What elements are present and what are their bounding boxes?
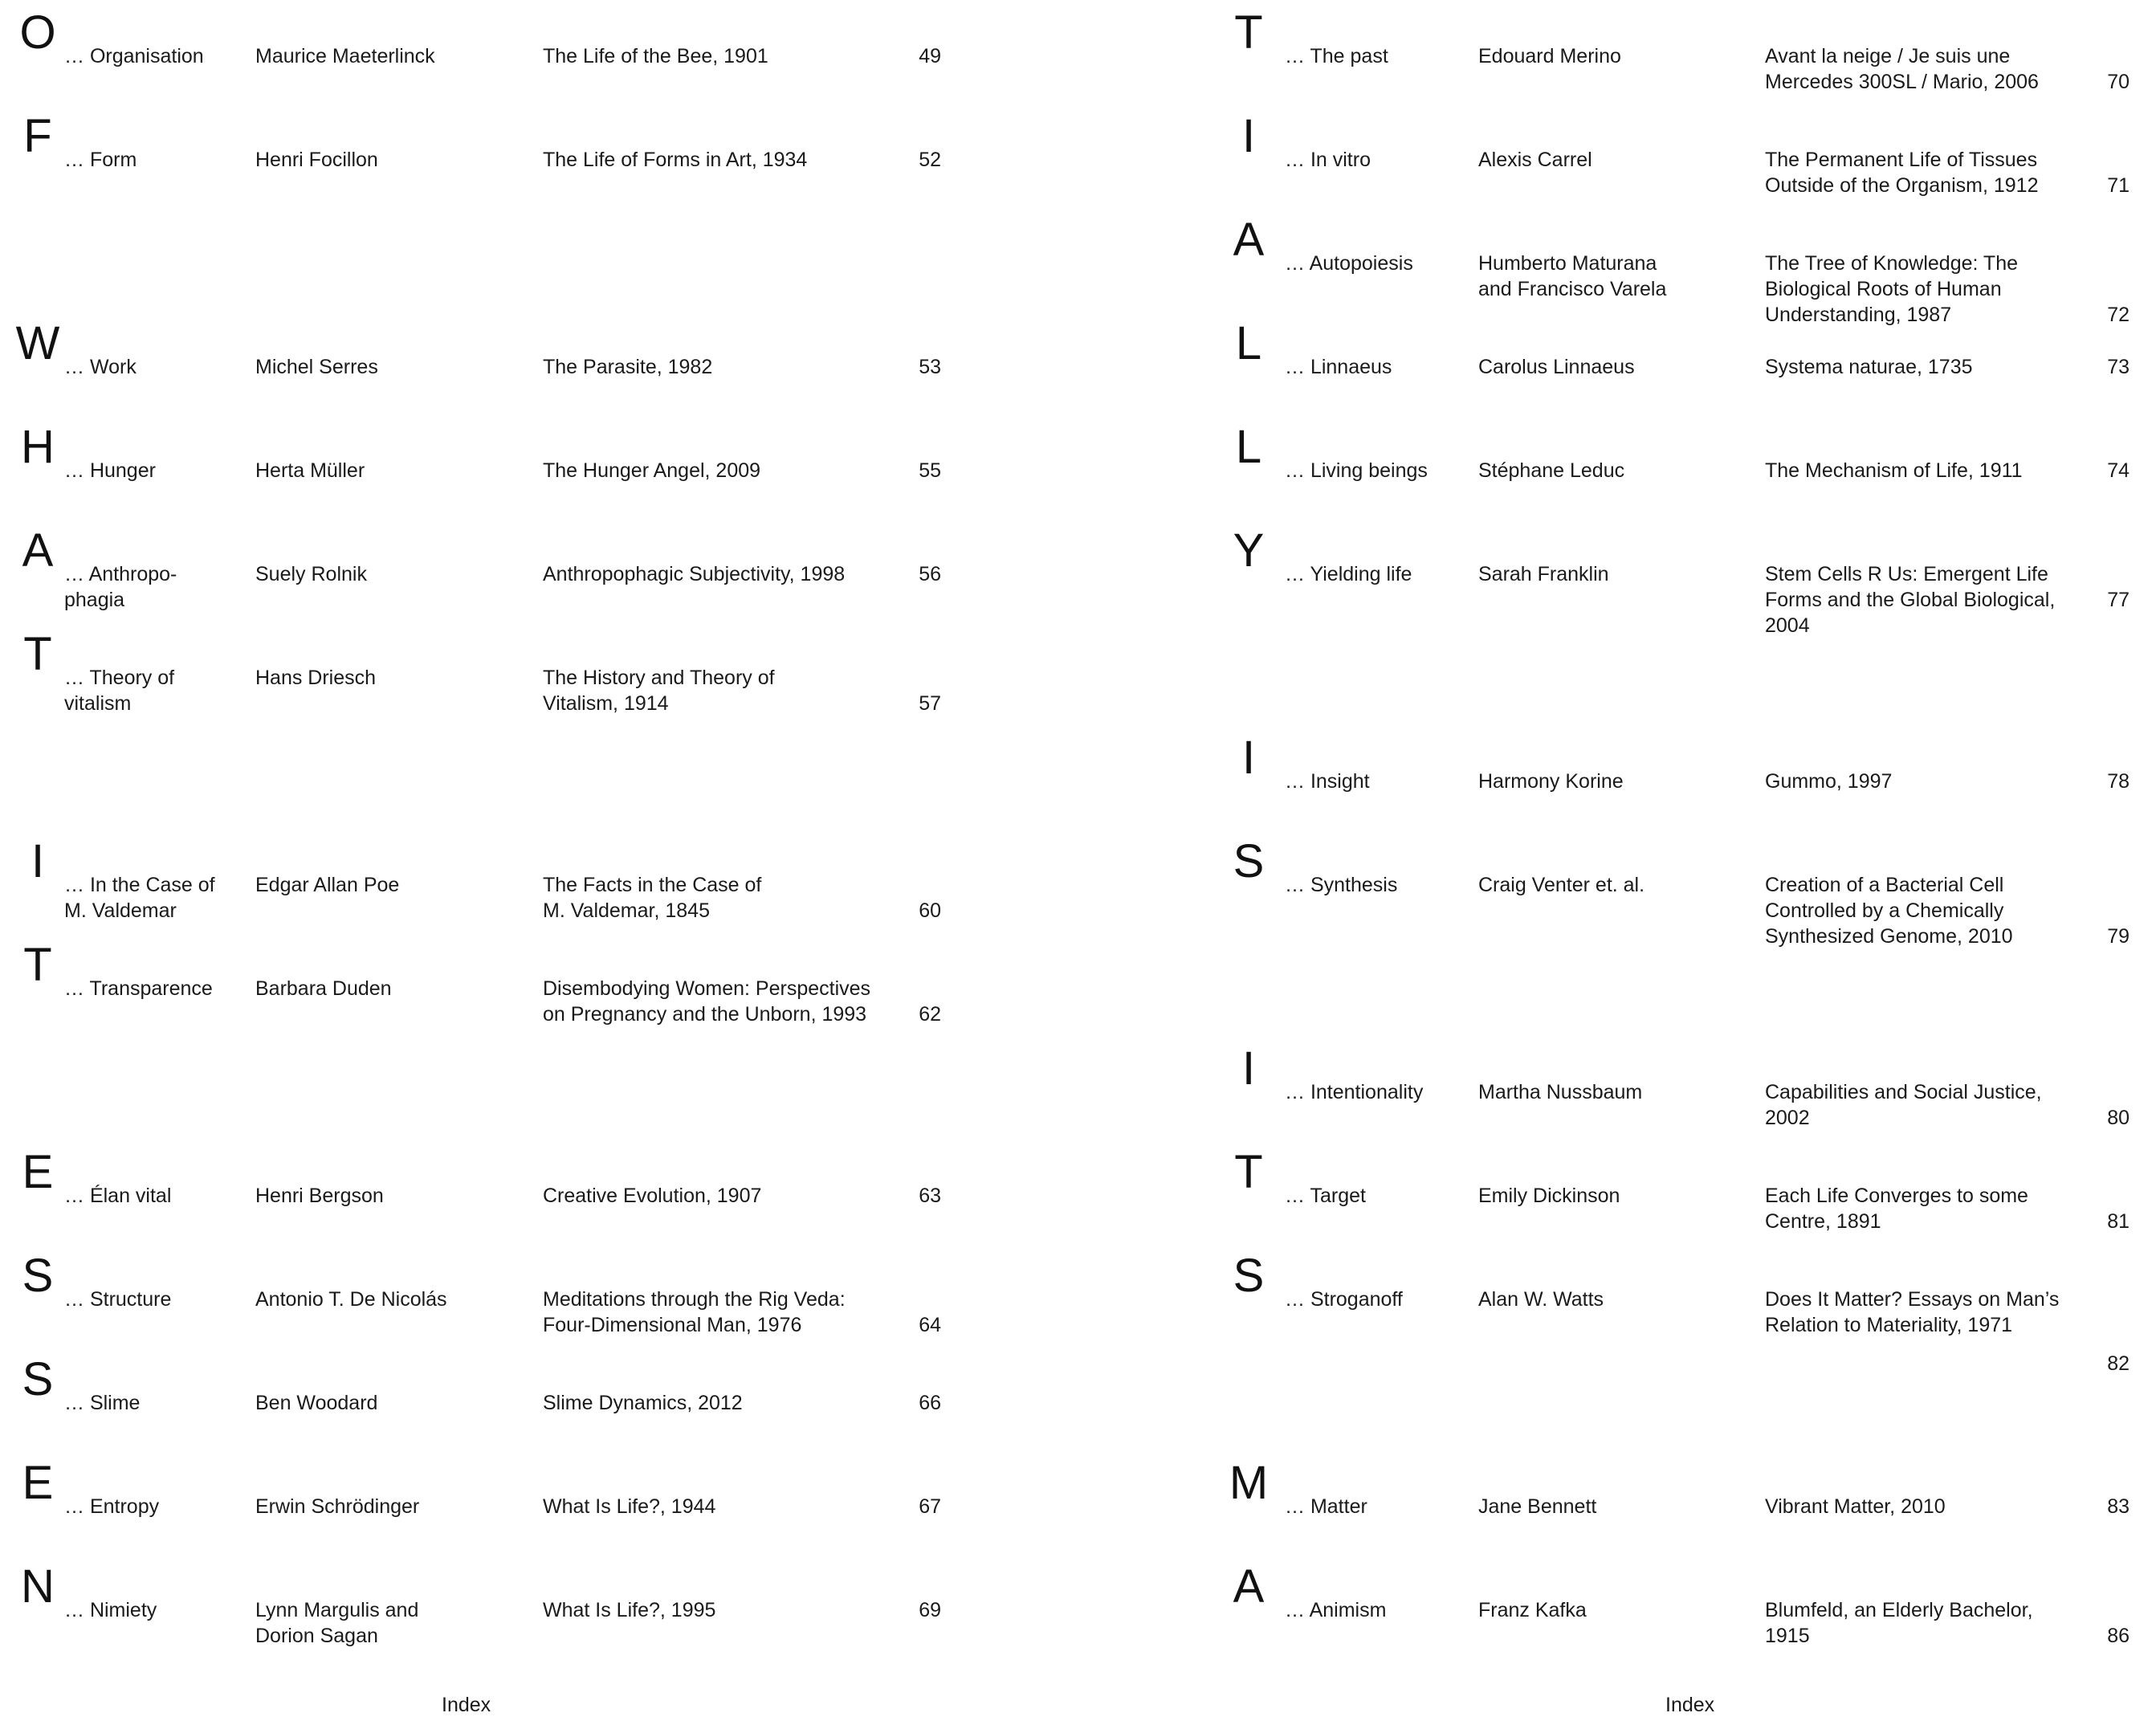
- entry-concept: … Nimiety: [64, 1599, 157, 1621]
- entry-author: Carolus Linnaeus: [1478, 356, 1635, 378]
- entry-author: Edouard Merino: [1478, 45, 1621, 67]
- index-entry: [1078, 732, 2155, 836]
- entry-concept: … Stroganoff: [1285, 1288, 1403, 1311]
- entry-initial: I: [1241, 732, 1256, 784]
- entry-work: Each Life Converges to some Centre, 1891: [1765, 1185, 2028, 1233]
- entry-concept: … Slime: [64, 1392, 141, 1414]
- entry-initial: A: [1233, 1560, 1265, 1613]
- entry-initial: L: [1235, 317, 1262, 369]
- entry-concept: … Insight: [1285, 770, 1370, 793]
- entry-work: The History and Theory of Vitalism, 1914: [543, 667, 775, 715]
- entry-initial: A: [1233, 214, 1265, 266]
- entry-concept: … The past: [1285, 45, 1388, 67]
- entry-page-number: 77: [2107, 589, 2130, 611]
- entry-author: Henri Bergson: [255, 1185, 384, 1207]
- index-entry: [1078, 1146, 2155, 1250]
- entry-author: Henri Focillon: [255, 149, 378, 171]
- entry-page-number: 78: [2107, 770, 2130, 793]
- entry-work: Does It Matter? Essays on Man’s Relation to Materiality, 1971: [1765, 1288, 2060, 1336]
- entry-concept: … Synthesis: [1285, 874, 1398, 896]
- index-entry: [1078, 6, 2155, 111]
- index-entry: [1078, 110, 2155, 214]
- entry-author: Franz Kafka: [1478, 1599, 1587, 1621]
- entry-page-number: 55: [919, 459, 941, 482]
- entry-initial: E: [22, 1457, 54, 1509]
- entry-initial: F: [23, 110, 52, 162]
- entry-work: The Life of Forms in Art, 1934: [543, 149, 808, 171]
- index-entry: [1078, 1560, 2155, 1665]
- page-footer: Index: [442, 1694, 491, 1716]
- entry-work: Capabilities and Social Justice, 2002: [1765, 1081, 2042, 1129]
- entry-author: Sarah Franklin: [1478, 563, 1609, 585]
- index-entry: [0, 421, 1078, 525]
- entry-work: Gummo, 1997: [1765, 770, 1893, 793]
- index-entry: [0, 317, 1078, 422]
- entry-author: Edgar Allan Poe: [255, 874, 400, 896]
- entry-concept: … Theory of vitalism: [64, 667, 175, 715]
- index-entry: [1078, 1457, 2155, 1561]
- entry-author: Maurice Maeterlinck: [255, 45, 435, 67]
- index-entry: [0, 628, 1078, 732]
- entry-concept: … Hunger: [64, 459, 156, 482]
- entry-work: Blumfeld, an Elderly Bachelor, 1915: [1765, 1599, 2033, 1647]
- entry-concept: … Yielding life: [1285, 563, 1412, 585]
- entry-initial: S: [22, 1250, 54, 1302]
- entry-concept: … Organisation: [64, 45, 204, 67]
- entry-work: The Hunger Angel, 2009: [543, 459, 761, 482]
- entry-page-number: 83: [2107, 1495, 2130, 1518]
- entry-page-number: 86: [2107, 1625, 2130, 1647]
- index-entry: [1078, 524, 2155, 637]
- entry-author: Michel Serres: [255, 356, 378, 378]
- entry-page-number: 81: [2107, 1210, 2130, 1233]
- entry-work: The Life of the Bee, 1901: [543, 45, 768, 67]
- entry-initial: W: [15, 317, 60, 369]
- entry-author: Suely Rolnik: [255, 563, 367, 585]
- entry-initial: T: [1234, 6, 1263, 59]
- entry-page-number: 56: [919, 563, 941, 585]
- entry-page-number: 82: [2107, 1352, 2130, 1375]
- index-entry: [0, 1560, 1078, 1665]
- entry-author: Lynn Margulis and Dorion Sagan: [255, 1599, 419, 1647]
- entry-concept: … Structure: [64, 1288, 172, 1311]
- entry-author: Humberto Maturana and Francisco Varela: [1478, 252, 1667, 300]
- entry-page-number: 67: [919, 1495, 941, 1518]
- entry-page-number: 69: [919, 1599, 941, 1621]
- entry-concept: … Target: [1285, 1185, 1366, 1207]
- entry-work: Avant la neige / Je suis une Mercedes 300SL / Mario, 2006: [1765, 45, 2039, 93]
- entry-initial: O: [19, 6, 56, 59]
- entry-author: Herta Müller: [255, 459, 365, 482]
- entry-initial: I: [1241, 1042, 1256, 1095]
- index-entry: [0, 524, 1078, 629]
- entry-page-number: 79: [2107, 925, 2130, 948]
- entry-work: The Facts in the Case of M. Valdemar, 1845: [543, 874, 762, 922]
- entry-work: The Parasite, 1982: [543, 356, 713, 378]
- entry-initial: S: [22, 1353, 54, 1405]
- index-page-right: [1078, 0, 2155, 1721]
- entry-initial: S: [1233, 835, 1265, 887]
- entry-page-number: 74: [2107, 459, 2130, 482]
- entry-page-number: 57: [919, 692, 941, 715]
- index-entry: [0, 110, 1078, 214]
- entry-page-number: 60: [919, 899, 941, 922]
- entry-author: Ben Woodard: [255, 1392, 378, 1414]
- index-entry: [0, 1457, 1078, 1561]
- entry-author: Emily Dickinson: [1478, 1185, 1620, 1207]
- entry-concept: … Élan vital: [64, 1185, 172, 1207]
- entry-initial: Y: [1233, 524, 1265, 577]
- entry-initial: E: [22, 1146, 54, 1198]
- entry-initial: T: [1234, 1146, 1263, 1198]
- entry-author: Hans Driesch: [255, 667, 377, 689]
- entry-initial: M: [1229, 1457, 1269, 1509]
- entry-work: Creation of a Bacterial Cell Controlled by a Chemically Synthesized Genome, 2010: [1765, 874, 2013, 948]
- entry-page-number: 71: [2107, 174, 2130, 197]
- index-entry: [1078, 421, 2155, 525]
- entry-author: Alexis Carrel: [1478, 149, 1592, 171]
- entry-concept: … Linnaeus: [1285, 356, 1392, 378]
- entry-concept: … In vitro: [1285, 149, 1371, 171]
- entry-concept: … In the Case of M. Valdemar: [64, 874, 215, 922]
- entry-initial: S: [1233, 1250, 1265, 1302]
- entry-work: Creative Evolution, 1907: [543, 1185, 762, 1207]
- entry-initial: N: [21, 1560, 55, 1613]
- entry-work: The Permanent Life of Tissues Outside of the Organism, 1912: [1765, 149, 2039, 197]
- entry-concept: … Form: [64, 149, 137, 171]
- entry-work: What Is Life?, 1944: [543, 1495, 716, 1518]
- entry-work: Stem Cells R Us: Emergent Life Forms and the Global Biological, 2004: [1765, 563, 2056, 637]
- entry-work: Vibrant Matter, 2010: [1765, 1495, 1946, 1518]
- page-footer: Index: [1665, 1694, 1715, 1716]
- index-entry: [1078, 835, 2155, 948]
- entry-author: Harmony Korine: [1478, 770, 1624, 793]
- entry-page-number: 62: [919, 1003, 941, 1026]
- entry-work: Disembodying Women: Perspectives on Pregnancy and the Unborn, 1993: [543, 977, 871, 1026]
- index-entry: [0, 939, 1078, 1043]
- entry-page-number: 64: [919, 1314, 941, 1336]
- entry-initial: T: [23, 628, 52, 680]
- entry-concept: … Intentionality: [1285, 1081, 1424, 1103]
- entry-work: Meditations through the Rig Veda: Four-Dimensional Man, 1976: [543, 1288, 846, 1336]
- entry-concept: … Matter: [1285, 1495, 1367, 1518]
- entry-author: Martha Nussbaum: [1478, 1081, 1643, 1103]
- entry-work: What Is Life?, 1995: [543, 1599, 716, 1621]
- entry-initial: I: [31, 835, 45, 887]
- index-entry: [0, 1250, 1078, 1354]
- entry-initial: A: [22, 524, 54, 577]
- entry-concept: … Living beings: [1285, 459, 1428, 482]
- entry-initial: T: [23, 939, 52, 991]
- entry-work: The Tree of Knowledge: The Biological Roots of Human Understanding, 1987: [1765, 252, 2019, 326]
- entry-work: The Mechanism of Life, 1911: [1765, 459, 2023, 482]
- entry-initial: H: [21, 421, 55, 473]
- entry-page-number: 70: [2107, 71, 2130, 93]
- entry-page-number: 72: [2107, 304, 2130, 326]
- entry-work: Anthropophagic Subjectivity, 1998: [543, 563, 846, 585]
- index-entry: [0, 1146, 1078, 1250]
- entry-concept: … Entropy: [64, 1495, 160, 1518]
- entry-work: Systema naturae, 1735: [1765, 356, 1973, 378]
- entry-page-number: 66: [919, 1392, 941, 1414]
- entry-concept: … Work: [64, 356, 137, 378]
- entry-page-number: 63: [919, 1185, 941, 1207]
- entry-initial: L: [1235, 421, 1262, 473]
- entry-author: Barbara Duden: [255, 977, 392, 1000]
- entry-author: Stéphane Leduc: [1478, 459, 1625, 482]
- index-entry: [1078, 1250, 2155, 1375]
- entry-page-number: 49: [919, 45, 941, 67]
- index-entry: [0, 1353, 1078, 1458]
- entry-author: Alan W. Watts: [1478, 1288, 1604, 1311]
- entry-author: Craig Venter et. al.: [1478, 874, 1645, 896]
- index-entry: [0, 6, 1078, 111]
- entry-page-number: 80: [2107, 1107, 2130, 1129]
- entry-author: Antonio T. De Nicolás: [255, 1288, 447, 1311]
- entry-concept: … Autopoiesis: [1285, 252, 1413, 275]
- entry-concept: … Anthropo- phagia: [64, 563, 177, 611]
- entry-page-number: 52: [919, 149, 941, 171]
- index-entry: [1078, 214, 2155, 326]
- entry-page-number: 73: [2107, 356, 2130, 378]
- entry-page-number: 53: [919, 356, 941, 378]
- entry-author: Erwin Schrödinger: [255, 1495, 420, 1518]
- entry-work: Slime Dynamics, 2012: [543, 1392, 743, 1414]
- entry-concept: … Animism: [1285, 1599, 1387, 1621]
- index-entry: [0, 835, 1078, 940]
- entry-initial: I: [1241, 110, 1256, 162]
- index-entry: [1078, 317, 2155, 422]
- entry-concept: … Transparence: [64, 977, 213, 1000]
- entry-author: Jane Bennett: [1478, 1495, 1597, 1518]
- index-entry: [1078, 1042, 2155, 1147]
